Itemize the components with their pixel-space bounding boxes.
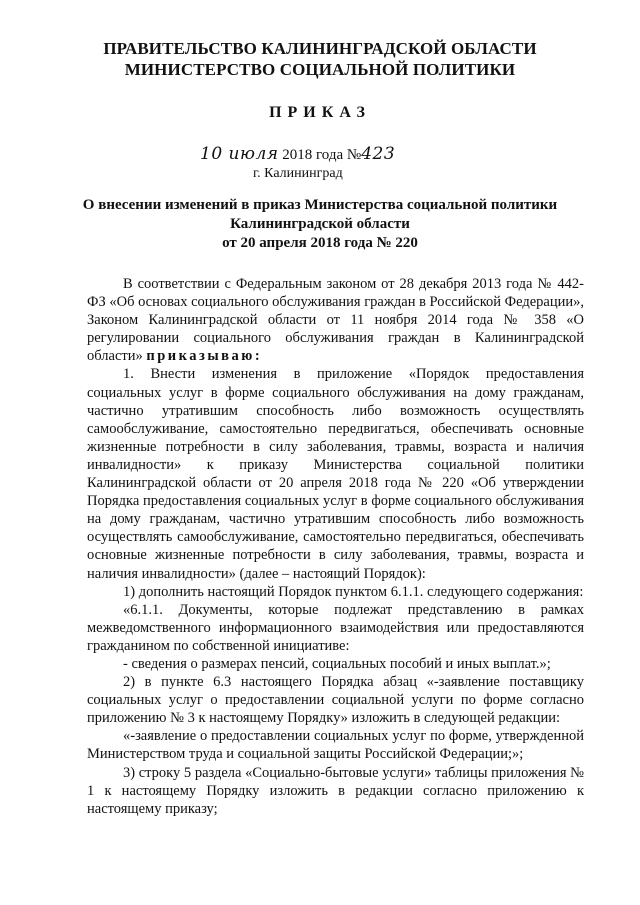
order-keyword: приказываю: [146, 348, 263, 365]
subject-line-2: Калининградской области [230, 216, 410, 232]
handwritten-date: 10 июля [200, 144, 279, 164]
preamble-text: В соответствии с Федеральным законом от 28 декабря 2013 года № 442-ФЗ «Об основах социального обслуживания граждан в Российской Федерации», Законом Калининградской области от 11 ноября 2014 года № 358 «О регулировании социального обслуживания граждан в Калининградской области» [87, 276, 584, 365]
city-name: г. Калининград [253, 166, 343, 181]
subject-line-3: от 20 апреля 2018 года № 220 [222, 235, 418, 251]
order-title: ПРИКАЗ [269, 104, 371, 121]
order-body [87, 275, 584, 818]
paragraph-subitem-3: 3) строку 5 раздела «Социально-бытовые услуги» таблицы приложения № 1 к настоящему Порядку изложить в редакции согласно приложению к настоящему приказу; [87, 764, 584, 817]
number-sign: № [346, 147, 362, 163]
paragraph-pension-info: - сведения о размерах пенсий, социальных пособий и иных выплат.»; [123, 655, 551, 672]
paragraph-quote-6-1-1: «6.1.1. Документы, которые подлежат представлению в рамках межведомственного информационного взаимодействия или предоставляются гражданином по собственной инициативе: [87, 601, 584, 654]
handwritten-order-number: 423 [361, 144, 396, 164]
government-name: ПРАВИТЕЛЬСТВО КАЛИНИНГРАДСКОЙ ОБЛАСТИ [103, 39, 537, 58]
paragraph-subitem-2: 2) в пункте 6.3 настоящего Порядка абзац «-заявление поставщику социальных услуг о предоставлении социальной услуги по форме согласно приложению № 3 к настоящему Порядку» изложить в следующей редакции: [87, 674, 584, 727]
paragraph-new-wording: «-заявление о предоставлении социальных услуг по форме, утвержденной Министерством труда и социальной защиты Российской Федерации;»; [87, 728, 584, 763]
ministry-name: МИНИСТЕРСТВО СОЦИАЛЬНОЙ ПОЛИТИКИ [124, 60, 516, 79]
preamble-paragraph [87, 275, 584, 365]
paragraph-item-1: 1. Внести изменения в приложение «Порядок предоставления социальных услуг в форме социального обслуживания на дому гражданам, частично утратившим способность либо возможность осуществлять самообслуживание, самостоятельно передвигаться, обеспечивать основные жизненные потребности в силу заболевания, травмы, возраста и наличия инвалидности» к приказу Министерства социальной политики Калининградской области от 20 апреля 2018 года № 220 «Об утверждении Порядка предоставления социальных услуг в форме социального обслуживания на дому гражданам, частично утратившим способность либо возможность осуществлять самообслуживание, самостоятельно передвигаться, обеспечивать основные жизненные потребности в силу заболевания, травмы, возраста и наличия инвалидности» (далее – настоящий Порядок): [87, 366, 584, 582]
order-subject [0, 196, 640, 253]
subject-line-1: О внесении изменений в приказ Министерства социальной политики [82, 197, 558, 213]
order-date-line [200, 144, 395, 164]
document-header [0, 38, 640, 80]
year-text: 2018 года [282, 147, 344, 163]
paragraph-subitem-1: 1) дополнить настоящий Порядок пунктом 6.1.1. следующего содержания: [123, 583, 584, 600]
